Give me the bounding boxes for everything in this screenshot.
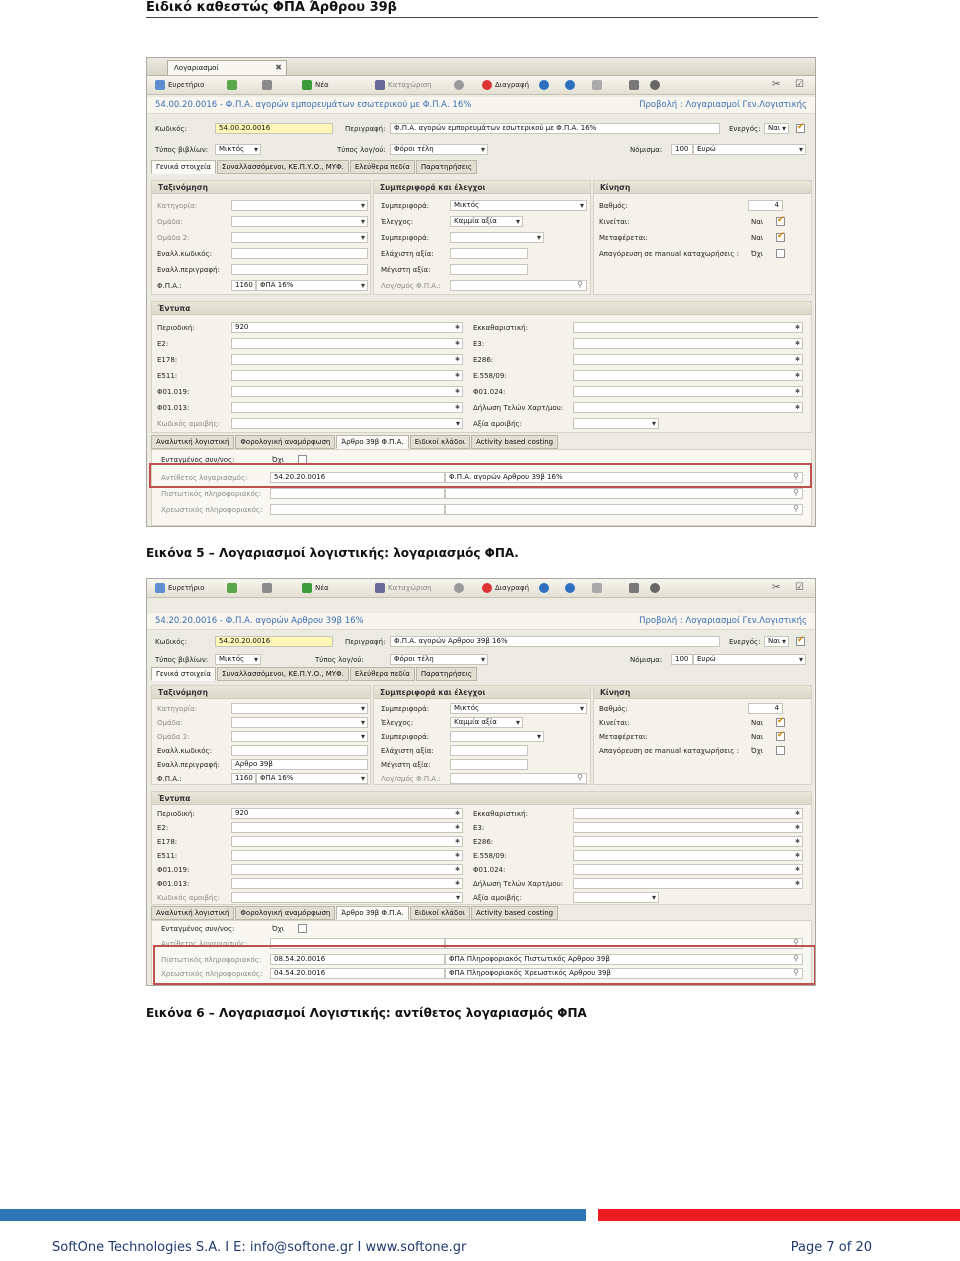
alt-desc-input[interactable] [231,264,368,275]
next-button[interactable] [565,79,578,92]
vat-select-2[interactable]: ΦΠΑ 16% ▾ [256,773,368,784]
footer-company: SoftOne Technologies S.A. I E: info@softone.gr I www.softone.gr [52,1240,467,1255]
credit-info-label-2: Πιστωτικός πληροφοριακός: [161,956,262,964]
moves-value-2: Ναι [751,719,764,727]
max-value-label: Μέγιστη αξία: [381,266,431,274]
panel-behaviour-title: Συμπεριφορά και έλεγχοι [374,181,590,194]
delete-label-2: Διαγραφή [495,584,530,592]
fee-value-label-2: Αξία αμοιβής: [473,894,522,902]
figure-caption-5: Εικόνα 5 – Λογαριασμοί λογιστικής: λογαριασμός ΦΠΑ. [146,546,519,560]
delete-button[interactable] [482,79,529,92]
f01013-input-2[interactable] [231,878,463,889]
record-title-2: 54.20.20.0016 - Φ.Π.Α. αγορών Αρθρου 39β 16% [155,616,364,626]
f01024-input-2[interactable] [573,864,803,875]
print-button[interactable] [262,79,275,92]
fee-value-select[interactable] [573,418,659,429]
e286-input[interactable] [573,354,803,365]
tab-activity-costing[interactable]: Activity based costing [471,435,558,449]
behaviour2-select[interactable] [450,232,544,243]
new-button[interactable] [302,79,329,92]
tab-notes-2[interactable]: Παρατηρήσεις [416,667,477,681]
book-type-label: Τύπος βιβλίων: [155,146,209,154]
group2-label-2: Ομάδα 2: [157,733,190,741]
window-titlebar [147,58,815,76]
e2-label: Ε2: [157,340,169,348]
bottom-tabs-2 [151,906,558,920]
behaviour2-select-2[interactable] [450,731,544,742]
vat-code-input[interactable]: 1160 [231,280,256,291]
check-label-2: Έλεγχος: [381,719,414,727]
printer-icon [262,583,272,593]
prev-icon [539,80,549,90]
code-label-2: Κωδικός: [155,638,187,646]
record-title: 54.00.20.0016 - Φ.Π.Α. αγορών εμπορευμάτων εσωτερικού με Φ.Π.Α. 16% [155,100,472,110]
e286-label-2: Ε286: [473,838,494,846]
code-input-2[interactable]: 54.20.20.0016 [215,636,333,647]
view-label: Προβολή : Λογαριασμοί Γεν.Λογιστικής [639,100,807,110]
debit-name-input-2[interactable]: ΦΠΑ Πληροφοριακός Χρεωστικός Αρθρου 39β ⚲ [445,968,803,979]
enrolled-value-2: Όχι [272,925,285,933]
toolbar [147,76,815,95]
currency-label: Νόμισμα: [630,146,663,154]
transfers-value-2: Ναι [751,733,764,741]
screenshot-accounts-vat [146,57,816,527]
new-label-2: Νέα [315,584,329,592]
fee-value-select-2[interactable] [573,892,659,903]
clearance-label: Εκκαθαριστική: [473,324,528,332]
search-button-2[interactable] [650,582,663,595]
save-label: Καταχώριση [388,81,432,89]
credit-name-input-2[interactable]: ΦΠΑ Πληροφοριακός Πιστωτικός Αρθρου 39β ⚲ [445,954,803,965]
currency-label-2: Νόμισμα: [630,656,663,664]
enrolled-checkbox-2[interactable] [298,924,307,933]
min-value-input-2[interactable] [450,745,528,756]
f01019-input-2[interactable] [231,864,463,875]
view-label-2: Προβολή : Λογαριασμοί Γεν.Λογιστικής [639,616,807,626]
max-value-input-2[interactable] [450,759,528,770]
active-label: Ενεργός: [729,125,761,133]
search-icon [650,80,660,90]
vat-account-label: Λογ/σμός Φ.Π.Α.: [381,282,441,290]
panel-movement-title: Κίνηση [594,181,811,194]
max-value-label-2: Μέγιστη αξία: [381,761,431,769]
desc-label-2: Περιγραφή: [345,638,386,646]
window-tab[interactable] [167,60,287,75]
clearance-input-2[interactable] [573,808,803,819]
contra-code-input[interactable]: 54.20.20.0016 [270,472,445,483]
fee-code-label-2: Κωδικός αμοιβής: [157,894,220,902]
debit-name-input[interactable] [445,504,803,515]
behaviour-label-2: Συμπεριφορά: [381,705,430,713]
group2-select-2[interactable] [231,731,368,742]
panel-forms-title: Έντυπα [152,302,811,315]
next-icon [565,583,575,593]
category-select-2[interactable] [231,703,368,714]
moves-value: Ναι [751,218,764,226]
max-value-input[interactable] [450,264,528,275]
active-select-2[interactable]: Ναι ▾ [764,636,789,647]
e178-label: Ε178: [157,356,178,364]
refresh-icon [454,583,464,593]
e558-input[interactable] [573,370,803,381]
panel-forms-title-2: Έντυπα [152,792,811,805]
plus-icon [302,80,312,90]
top-tabs [151,160,477,174]
index-label-2: Ευρετήριο [168,584,205,592]
desc-input-2[interactable]: Φ.Π.Α. αγορών Αρθρου 39β 16% [390,636,720,647]
export-button-2[interactable] [592,582,605,595]
star-icon [227,80,237,90]
book-type-select[interactable]: Μικτός ▾ [215,144,261,155]
credit-code-input[interactable] [270,488,445,499]
code-input[interactable]: 54.00.20.0016 [215,123,333,134]
group-label: Ομάδα: [157,218,183,226]
group-select-2[interactable] [231,717,368,728]
plus-icon [302,583,312,593]
behaviour-select[interactable]: Μικτός ▾ [450,200,587,211]
prev-icon [539,583,549,593]
behaviour2-label: Συμπεριφορά: [381,234,430,242]
currency-code-input-2[interactable]: 100 [671,654,693,665]
currency-code-input[interactable]: 100 [671,144,693,155]
e3-input[interactable] [573,338,803,349]
credit-code-input-2[interactable]: 08.54.20.0016 [270,954,445,965]
tab-partners[interactable]: Συναλλασσόμενοι, ΚΕ.Π.Υ.Ο., ΜΥΦ. [217,160,349,174]
close-icon[interactable]: ✖ [275,63,282,72]
contra-account-label: Αντίθετος λογαριασμός: [161,474,248,482]
vat-label-2: Φ.Π.Α.: [157,775,182,783]
highlight-box [149,463,812,488]
delete-icon [482,80,492,90]
window-tab-label: Λογαριασμοί [174,64,219,72]
check-select[interactable]: Καμμία αξία ▾ [450,216,523,227]
category-select[interactable] [231,200,368,211]
record-title-bar-2 [147,613,815,630]
check-select-2[interactable]: Καμμία αξία ▾ [450,717,523,728]
stamp-duty-label: Δήλωση Τελών Χαρτ/μου: [473,404,564,412]
e178-label-2: Ε178: [157,838,178,846]
moves-checkbox-2[interactable] [776,718,785,727]
transfers-label: Μεταφέρεται: [599,234,648,242]
favorite-button-2[interactable] [227,582,240,595]
f01019-input[interactable] [231,386,463,397]
fee-value-label: Αξία αμοιβής: [473,420,522,428]
group-select[interactable] [231,216,368,227]
index-label: Ευρετήριο [168,81,205,89]
alt-desc-input-2[interactable]: Αρθρο 39β [231,759,368,770]
delete-button-2[interactable] [482,582,529,595]
tab-analytic-2[interactable]: Αναλυτική λογιστική [151,906,234,920]
stamp-duty-label-2: Δήλωση Τελών Χαρτ/μου: [473,880,564,888]
e511-input[interactable] [231,370,463,381]
tab-tax-reform-2[interactable]: Φορολογική αναμόρφωση [235,906,335,920]
panel-classification-title-2: Ταξινόμηση [152,686,370,699]
new-button-2[interactable] [302,582,329,595]
active-label-2: Ενεργός: [729,638,761,646]
panel-forms [151,301,812,433]
behaviour-label: Συμπεριφορά: [381,202,430,210]
periodic-input[interactable]: 920 ✱ [231,322,463,333]
enrolled-label: Ενταγμένος συν/νος: [161,456,235,464]
delete-icon [482,583,492,593]
manual-block-checkbox-2[interactable] [776,746,785,755]
group-label-2: Ομάδα: [157,719,183,727]
min-value-label-2: Ελάχιστη αξία: [381,747,434,755]
enrolled-label-2: Ενταγμένος συν/νος: [161,925,235,933]
e3-input-2[interactable] [573,822,803,833]
e2-label-2: Ε2: [157,824,169,832]
contra-name-input[interactable]: Φ.Π.Α. αγορών Αρθρου 39β 16% ⚲ [445,472,803,483]
periodic-label-2: Περιοδική: [157,810,195,818]
tab-special-sectors-2[interactable]: Ειδικοί κλάδοι [410,906,470,920]
group2-label: Ομάδα 2: [157,234,190,242]
page-header-title: Ειδικό καθεστώς ΦΠΑ Άρθρου 39β [146,0,818,18]
credit-name-input[interactable] [445,488,803,499]
highlight-box-2 [153,945,816,985]
transfers-checkbox[interactable] [776,233,785,242]
stamp-duty-input[interactable] [573,402,803,413]
prev-button[interactable] [539,79,552,92]
checklist-icon[interactable]: ☑ [795,582,804,593]
acc-type-select-2[interactable]: Φόροι τέλη ▾ [390,654,488,665]
currency-select-2[interactable]: Ευρώ ▾ [693,654,806,665]
export-icon [592,80,602,90]
tab-partners-2[interactable]: Συναλλασσόμενοι, ΚΕ.Π.Υ.Ο., ΜΥΦ. [217,667,349,681]
footer-bar-blue [0,1209,586,1221]
refresh-button-2[interactable] [454,582,467,595]
export-button[interactable] [592,79,605,92]
vat-account-input-2[interactable] [450,773,587,784]
tab-free-fields-2[interactable]: Ελεύθερα πεδία [350,667,415,681]
e2-input[interactable] [231,338,463,349]
book-type-label-2: Τύπος βιβλίων: [155,656,209,664]
vat-code-input-2[interactable]: 1160 [231,773,256,784]
save-button[interactable] [375,79,432,92]
manual-block-label: Απαγόρευση σε manual καταχωρήσεις : [599,250,739,258]
e178-input-2[interactable] [231,836,463,847]
panel-behaviour-title-2: Συμπεριφορά και έλεγχοι [374,686,590,699]
transfers-value: Ναι [751,234,764,242]
refresh-icon [454,80,464,90]
index-icon [155,583,165,593]
tab-free-fields[interactable]: Ελεύθερα πεδία [350,160,415,174]
tab-notes[interactable]: Παρατηρήσεις [416,160,477,174]
moves-label: Κινείται: [599,218,630,226]
fee-code-select-2[interactable] [231,892,463,903]
acc-type-label-2: Τύπος λογ/ού: [315,656,364,664]
tools-icon[interactable]: ✂ [772,582,781,593]
f01019-label-2: Φ01.019: [157,866,190,874]
settings-button[interactable] [629,79,642,92]
manual-block-value-2: Όχι [751,747,764,755]
grade-label-2: Βαθμός: [599,705,628,713]
e286-label: Ε286: [473,356,494,364]
favorite-button[interactable] [227,79,240,92]
f01024-input[interactable] [573,386,803,397]
tab-activity-costing-2[interactable]: Activity based costing [471,906,558,920]
book-type-select-2[interactable]: Μικτός ▾ [215,654,261,665]
grade-input[interactable]: 4 [748,200,783,211]
periodic-label: Περιοδική: [157,324,195,332]
manual-block-checkbox[interactable] [776,249,785,258]
footer-bar-red [598,1209,960,1221]
bottom-tabs [151,435,558,449]
e2-input-2[interactable] [231,822,463,833]
acc-type-label: Τύπος λογ/ού: [337,146,386,154]
e178-input[interactable] [231,354,463,365]
star-icon [227,583,237,593]
panel-movement-title-2: Κίνηση [594,686,811,699]
periodic-input-2[interactable]: 920 ✱ [231,808,463,819]
index-button-2[interactable] [155,582,204,595]
debit-info-label: Χρεωστικός πληροφοριακός: [161,506,263,514]
save-icon [375,80,385,90]
check-label: Έλεγχος: [381,218,414,226]
prev-button-2[interactable] [539,582,552,595]
record-title-bar [147,97,815,114]
tab-tax-reform[interactable]: Φορολογική αναμόρφωση [235,435,335,449]
moves-label-2: Κινείται: [599,719,630,727]
behaviour-select-2[interactable]: Μικτός ▾ [450,703,587,714]
f01024-label-2: Φ01.024: [473,866,506,874]
vat-account-input[interactable] [450,280,587,291]
index-icon [155,80,165,90]
vat-label: Φ.Π.Α.: [157,282,182,290]
acc-type-select[interactable]: Φόροι τέλη ▾ [390,144,488,155]
next-button-2[interactable] [565,582,578,595]
grade-input-2[interactable]: 4 [748,703,783,714]
code-label: Κωδικός: [155,125,187,133]
printer-icon [262,80,272,90]
desc-input[interactable]: Φ.Π.Α. αγορών εμπορευμάτων εσωτερικού με Φ.Π.Α. 16% [390,123,720,134]
tab-analytic[interactable]: Αναλυτική λογιστική [151,435,234,449]
alt-code-input-2[interactable] [231,745,368,756]
transfers-label-2: Μεταφέρεται: [599,733,648,741]
tools-icon[interactable]: ✂ [772,79,781,90]
desc-label: Περιγραφή: [345,125,386,133]
manual-block-label-2: Απαγόρευση σε manual καταχωρήσεις : [599,747,739,755]
e558-label: Ε.558/09: [473,372,507,380]
category-label: Κατηγορία: [157,202,198,210]
e558-input-2[interactable] [573,850,803,861]
e3-label-2: Ε3: [473,824,485,832]
save-icon [375,583,385,593]
f01024-label: Φ01.024: [473,388,506,396]
fee-code-select[interactable] [231,418,463,429]
debit-code-input[interactable] [270,504,445,515]
e558-label-2: Ε.558/09: [473,852,507,860]
tab-general[interactable]: Γενικά στοιχεία [151,160,216,174]
screenshot-accounts-contra [146,578,816,986]
grade-label: Βαθμός: [599,202,628,210]
export-icon [592,583,602,593]
min-value-label: Ελάχιστη αξία: [381,250,434,258]
save-label-2: Καταχώριση [388,584,432,592]
active-select[interactable]: Ναι ▾ [764,123,789,134]
fee-code-label: Κωδικός αμοιβής: [157,420,220,428]
alt-code-input[interactable] [231,248,368,259]
vat-account-label-2: Λογ/σμός Φ.Π.Α.: [381,775,441,783]
alt-code-label-2: Εναλλ.κωδικός: [157,747,212,755]
checklist-icon[interactable]: ☑ [795,79,804,90]
print-button-2[interactable] [262,582,275,595]
gear-icon [629,80,639,90]
tab-article-39b[interactable]: Άρθρο 39β Φ.Π.Α. [336,435,408,449]
next-icon [565,80,575,90]
new-label: Νέα [315,81,329,89]
figure-caption-6: Εικόνα 6 – Λογαριασμοί Λογιστικής: αντίθετος λογαριασμός ΦΠΑ [146,1006,587,1020]
search-button[interactable] [650,79,663,92]
tab-article-39b-2[interactable]: Άρθρο 39β Φ.Π.Α. [336,906,408,920]
vat-select[interactable]: ΦΠΑ 16% ▾ [256,280,368,291]
tab-general-2[interactable]: Γενικά στοιχεία [151,667,216,681]
alt-code-label: Εναλλ.κωδικός: [157,250,212,258]
manual-block-value: Όχι [751,250,764,258]
clearance-input[interactable] [573,322,803,333]
top-tabs-2 [151,667,477,681]
stamp-duty-input-2[interactable] [573,878,803,889]
f01013-input[interactable] [231,402,463,413]
enrolled-value: Όχι [272,456,285,464]
f01013-label-2: Φ01.013: [157,880,190,888]
category-label-2: Κατηγορία: [157,705,198,713]
search-icon [650,583,660,593]
min-value-input[interactable] [450,248,528,259]
debit-code-input-2[interactable]: 04.54.20.0016 [270,968,445,979]
transfers-checkbox-2[interactable] [776,732,785,741]
tab-special-sectors[interactable]: Ειδικοί κλάδοι [410,435,470,449]
currency-select[interactable]: Ευρώ ▾ [693,144,806,155]
debit-info-label-2: Χρεωστικός πληροφοριακός: [161,970,263,978]
delete-label: Διαγραφή [495,81,530,89]
refresh-button[interactable] [454,79,467,92]
e511-label: Ε511: [157,372,178,380]
group2-select[interactable] [231,232,368,243]
alt-desc-label-2: Εναλλ.περιγραφή: [157,761,220,769]
f01013-label: Φ01.013: [157,404,190,412]
gear-icon [629,583,639,593]
credit-info-label: Πιστωτικός πληροφοριακός: [161,490,262,498]
index-button[interactable] [155,79,204,92]
f01019-label: Φ01.019: [157,388,190,396]
e3-label: Ε3: [473,340,485,348]
toolbar-2 [147,579,815,598]
settings-button-2[interactable] [629,582,642,595]
clearance-label-2: Εκκαθαριστική: [473,810,528,818]
e286-input-2[interactable] [573,836,803,847]
moves-checkbox[interactable] [776,217,785,226]
panel-classification-title: Ταξινόμηση [152,181,370,194]
active-checkbox[interactable] [796,124,805,133]
e511-label-2: Ε511: [157,852,178,860]
save-button-2[interactable] [375,582,432,595]
behaviour2-label-2: Συμπεριφορά: [381,733,430,741]
active-checkbox-2[interactable] [796,637,805,646]
page-number: Page 7 of 20 [790,1240,872,1255]
alt-desc-label: Εναλλ.περιγραφή: [157,266,220,274]
e511-input-2[interactable] [231,850,463,861]
contra-account-label-2: Αντίθετος λογαριασμός: [161,940,248,948]
